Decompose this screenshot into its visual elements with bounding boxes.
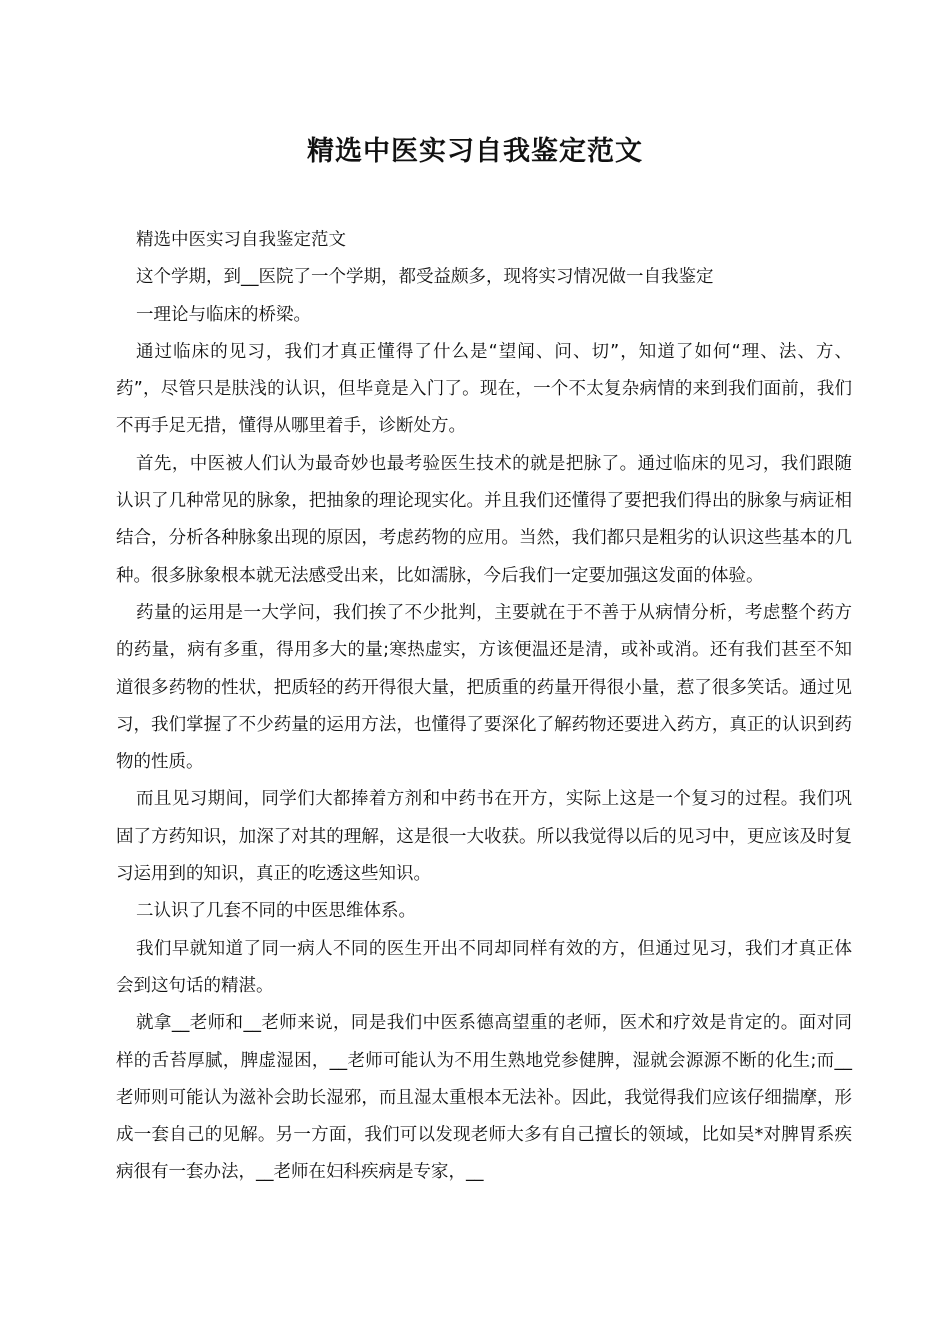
- paragraph-3: 一理论与临床的桥梁。: [136, 304, 311, 325]
- paragraph-2: 这个学期，到__医院了一个学期，都受益颇多，现将实习情况做一自我鉴定: [136, 267, 714, 288]
- paragraph-9: 我们早就知道了同一病人不同的医生开出不同却同样有效的方，但通过见习，我们才真正体会到这句话的精湛。: [116, 938, 852, 996]
- paragraph-5: 首先，中医被人们认为最奇妙也最考验医生技术的就是把脉了。通过临床的见习，我们跟随认识了几种常见的脉象，把抽象的理论现实化。并且我们还懂得了要把我们得出的脉象与病证相结合，分析各种脉象出现的原因，考虑药物的应用。当然，我们都只是粗劣的认识这些基本的几种。很多脉象根本就无法感受出来，比如濡脉，今后我们一定要加强这发面的体验。: [116, 453, 852, 586]
- paragraph-1: 精选中医实习自我鉴定范文: [136, 230, 346, 250]
- paragraph-6: 药量的运用是一大学问，我们挨了不少批判，主要就在于不善于从病情分析，考虑整个药方的药量，病有多重，得用多大的量;寒热虚实，方该便温还是清，或补或消。还有我们甚至不知道很多药物的性状，把质轻的药开得很大量，把质重的药量开得很小量，惹了很多笑话。通过见习，我们掌握了不少药量的运用方法，也懂得了要深化了解药物还要进入药方，真正的认识到药物的性质。: [116, 602, 852, 773]
- paragraph-10: 就拿__老师和__老师来说，同是我们中医系德高望重的老师，医术和疗效是肯定的。面对同样的舌苔厚腻，脾虚湿困，__老师可能认为不用生熟地党参健脾，湿就会源源不断的化生;而__老师则可能认为滋补会助长湿邪，而且湿太重根本无法补。因此，我觉得我们应该仔细揣摩，形成一套自己的见解。另一方面，我们可以发现老师大多有自己擅长的领域，比如吴*对脾胃系疾病很有一套办法，__老师在妇科疾病是专家，__: [116, 1013, 852, 1183]
- document-title: 精选中医实习自我鉴定范文: [307, 136, 643, 167]
- paragraph-4: 通过临床的见习，我们才真正懂得了什么是“望闻、问、切”，知道了如何“理、法、方、药”，尽管只是肤浅的认识，但毕竟是入门了。现在，一个不太复杂病情的来到我们面前，我们不再手足无措，懂得从哪里着手，诊断处方。: [116, 341, 852, 437]
- document-body: [116, 222, 852, 1192]
- paragraph-8: 二认识了几套不同的中医思维体系。: [136, 901, 416, 922]
- paragraph-7: 而且见习期间，同学们大都捧着方剂和中药书在开方，实际上这是一个复习的过程。我们巩固了方药知识，加深了对其的理解，这是很一大收获。所以我觉得以后的见习中，更应该及时复习运用到的知识，真正的吃透这些知识。: [116, 789, 852, 885]
